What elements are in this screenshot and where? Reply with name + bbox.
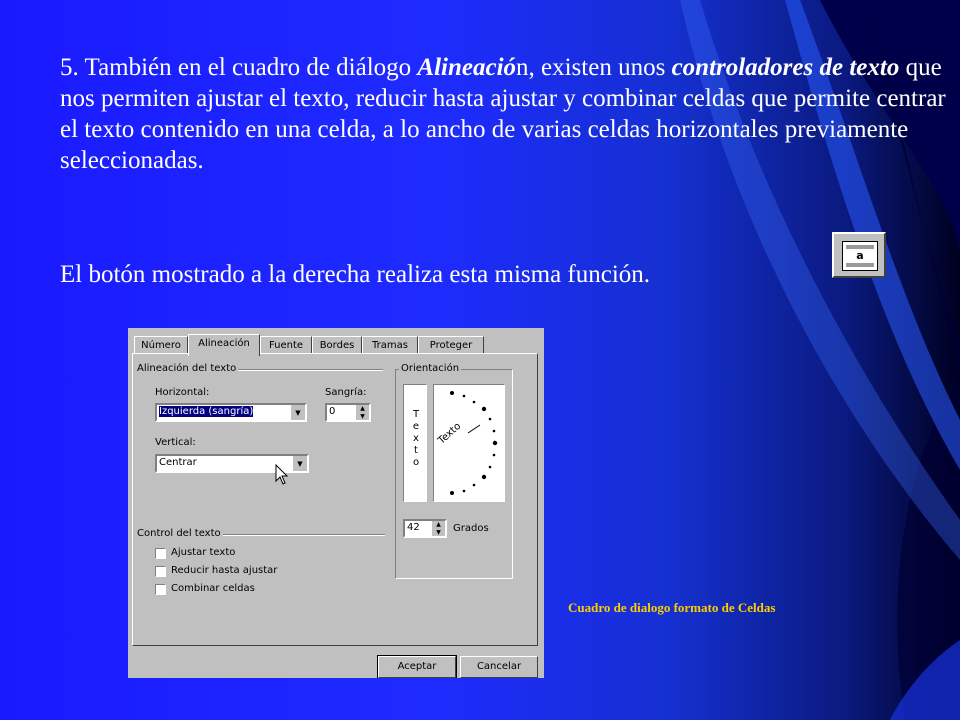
text-control-label: Control del texto — [137, 528, 221, 539]
p1-text-3: que nos permiten ajustar el texto, reducir hasta ajustar y combinar celdas que permite centrar el texto contenido en una celda, a lo ancho de varias celdas horizontales previamente seleccionadas. — [60, 54, 946, 174]
indent-label: Sangría: — [325, 387, 367, 398]
alineacion-emphasis: Alineació — [417, 54, 517, 81]
tab-fuente[interactable]: Fuente — [260, 336, 312, 354]
shrink-to-fit-label: Reducir hasta ajustar — [171, 565, 278, 576]
tab-bordes[interactable]: Bordes — [312, 336, 362, 354]
vertical-text-char: t — [414, 445, 418, 456]
orientation-label: Orientación — [401, 363, 460, 374]
vertical-text-char: o — [412, 457, 420, 468]
chevron-down-icon[interactable]: ▼ — [292, 456, 307, 471]
dialog-tabs — [134, 334, 534, 354]
vertical-text-char: e — [412, 421, 420, 432]
controladores-emphasis: controladores de texto — [671, 54, 900, 81]
tab-numero[interactable]: Número — [134, 336, 188, 354]
paragraph-1 — [60, 52, 950, 176]
alignment-panel — [132, 353, 538, 646]
merge-cells-label: Combinar celdas — [171, 583, 255, 594]
text-alignment-label: Alineación del texto — [137, 363, 237, 374]
vertical-text-char: x — [413, 433, 419, 444]
dialog-caption: Cuadro de dialogo formato de Celdas — [568, 600, 776, 615]
tab-proteger[interactable]: Proteger — [418, 336, 484, 354]
shrink-to-fit-checkbox[interactable] — [155, 566, 166, 577]
orientation-dial[interactable] — [433, 384, 505, 502]
mouse-pointer-icon — [275, 464, 291, 486]
cancel-button[interactable]: Cancelar — [460, 656, 538, 678]
p1-text-1: 5. También en el cuadro de diálogo — [60, 54, 418, 81]
paragraph-2: El botón mostrado a la derecha realiza esta misma función. — [60, 261, 651, 288]
indent-input[interactable] — [325, 403, 371, 422]
degrees-value: 42 — [407, 522, 420, 533]
horizontal-label: Horizontal: — [155, 387, 210, 398]
p1-text-2: n, existen unos — [516, 54, 672, 81]
spinner-icon[interactable]: ▲ ▼ — [432, 521, 445, 536]
vertical-text-char: T — [412, 409, 420, 420]
vertical-text-box[interactable] — [403, 384, 427, 502]
format-cells-dialog — [128, 328, 544, 678]
degrees-input[interactable] — [403, 519, 447, 538]
horizontal-value: Izquierda (sangría) — [159, 406, 254, 417]
merge-glyph: a — [856, 249, 864, 262]
spinner-icon[interactable]: ▲ ▼ — [356, 405, 369, 420]
degrees-label: Grados — [453, 523, 489, 534]
vertical-value: Centrar — [159, 457, 197, 468]
tab-tramas[interactable]: Tramas — [362, 336, 418, 354]
merge-cells-checkbox[interactable] — [155, 584, 166, 595]
chevron-down-icon[interactable]: ▼ — [290, 405, 305, 420]
merge-center-button-icon — [832, 232, 886, 278]
indent-value: 0 — [329, 406, 336, 417]
angled-text: Texto — [436, 420, 464, 447]
horizontal-select[interactable] — [155, 403, 307, 422]
wrap-text-checkbox[interactable] — [155, 548, 166, 559]
vertical-label: Vertical: — [155, 437, 196, 448]
tab-alineacion[interactable]: Alineación — [188, 334, 260, 356]
ok-button[interactable]: Aceptar — [378, 656, 456, 678]
wrap-text-label: Ajustar texto — [171, 547, 236, 558]
